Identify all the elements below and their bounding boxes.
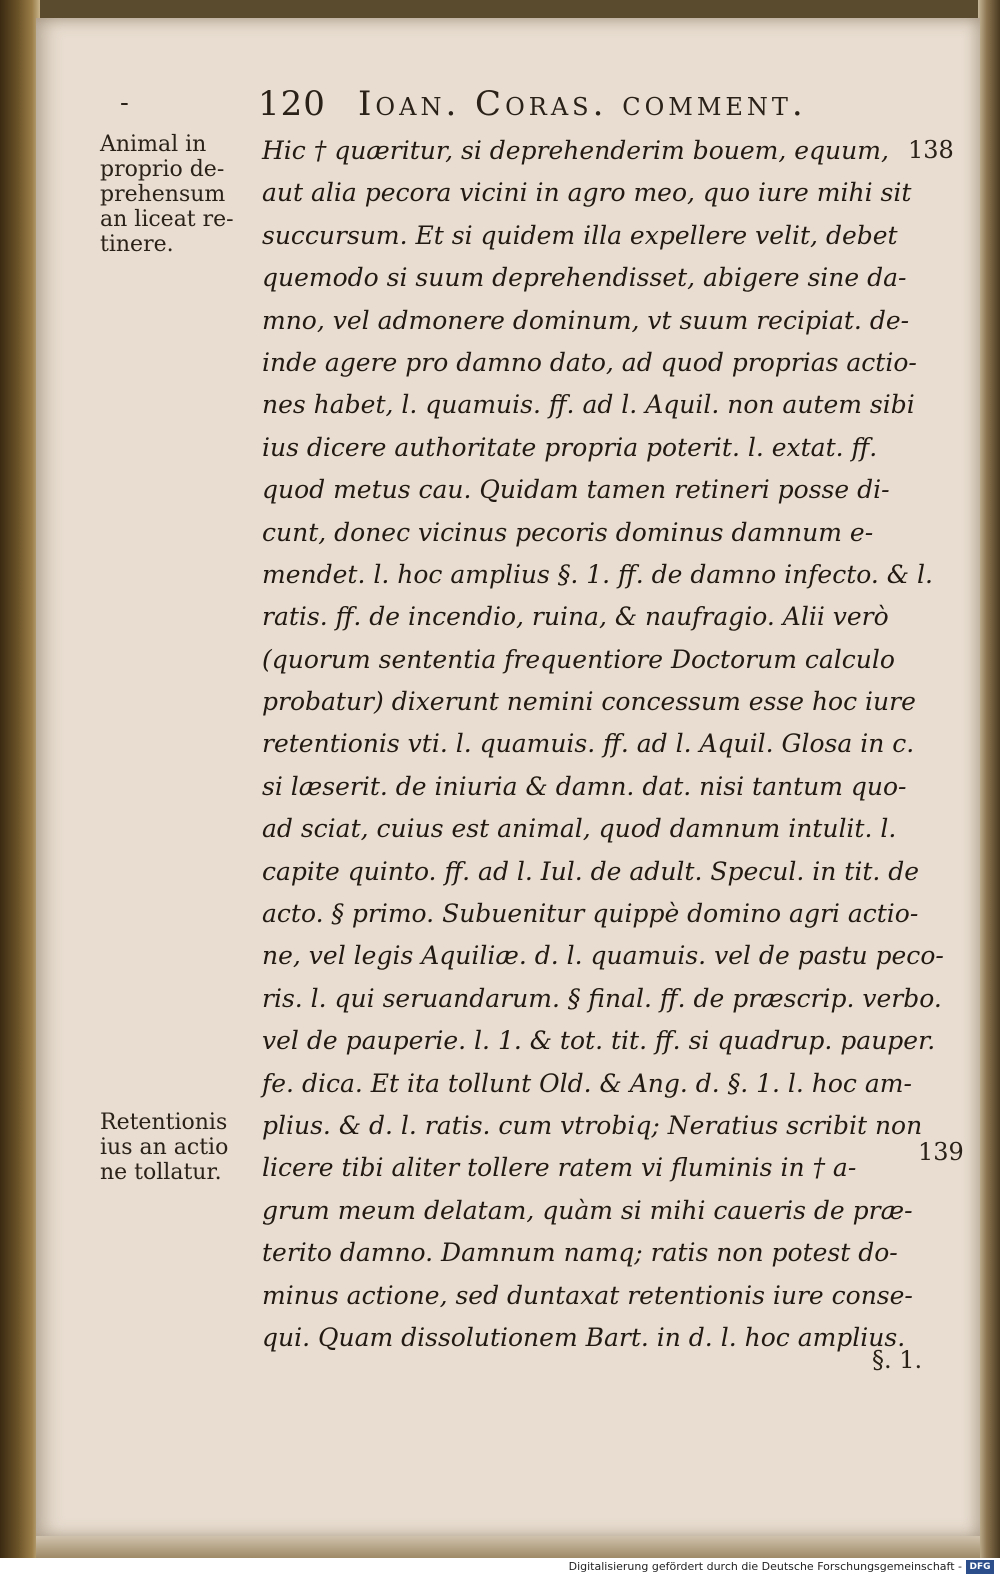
margin-note-animal <box>100 132 260 257</box>
margin-note-retentionis <box>100 1110 260 1185</box>
text-line: fe. dica. Et ita tollunt Old. & Ang. d. §. 1. l. hoc am- <box>262 1068 912 1098</box>
text-line: mendet. l. hoc amplius §. 1. ff. de damno infecto. & l. <box>262 559 933 589</box>
running-title: Ioan. Coras. comment. <box>358 84 807 124</box>
dfg-logo[interactable]: DFG <box>966 1560 994 1574</box>
margin-note-line: ius an actio <box>100 1135 229 1160</box>
text-line: succursum. Et si quidem illa expellere velit, debet <box>262 220 898 250</box>
text-line: grum meum delatam, quàm si mihi caueris de præ- <box>262 1195 913 1225</box>
header-dash: - <box>120 88 129 118</box>
margin-note-line: Retentionis <box>100 1110 228 1135</box>
footer-bar <box>0 1558 1000 1577</box>
text-line: retentionis vti. l. quamuis. ff. ad l. Aquil. Glosa in c. <box>262 729 915 759</box>
text-line: capite quinto. ff. ad l. Iul. de adult. Specul. in tit. de <box>262 856 920 886</box>
text-line: plius. & d. l. ratis. cum vtrobiq; Neratius scribit non <box>262 1110 923 1140</box>
text-line: quemodo si suum deprehendisset, abigere sine da- <box>262 263 907 293</box>
text-line: si læserit. de iniuria & damn. dat. nisi tantum quo- <box>262 771 907 801</box>
text-line: qui. Quam dissolutionem Bart. in d. l. hoc amplius. <box>262 1322 906 1352</box>
running-head <box>108 84 948 128</box>
text-line: terito damno. Damnum namq; ratis non potest do- <box>262 1238 898 1268</box>
margin-note-line: proprio de- <box>100 157 225 182</box>
text-line: ratis. ff. de incendio, ruina, & naufragio. Alii verò <box>262 602 889 632</box>
text-line: ius dicere authoritate propria poterit. l. extat. ff. <box>262 432 878 462</box>
text-line: (quorum sententia frequentiore Doctorum calculo <box>262 644 895 674</box>
text-line: inde agere pro damno dato, ad quod proprias actio- <box>262 347 917 377</box>
text-line: minus actione, sed duntaxat retentionis iure conse- <box>262 1280 913 1310</box>
book-binding-right <box>978 0 1000 1558</box>
margin-note-line: tinere. <box>100 232 174 257</box>
margin-note-line: Animal in <box>100 132 207 157</box>
text-line: quod metus cau. Quidam tamen retineri posse di- <box>262 475 890 505</box>
margin-note-line: ne tollatur. <box>100 1160 222 1185</box>
margin-note-line: prehensum <box>100 182 226 207</box>
text-line: Hic † quæritur, si deprehenderim bouem, equum, <box>262 136 889 165</box>
page-edge <box>36 1536 980 1558</box>
text-line: acto. § primo. Subuenitur quippè domino agri actio- <box>262 899 919 929</box>
footer-credit: Digitalisierung gefördert durch die Deutsche Forschungsgemeinschaft - <box>568 1560 962 1573</box>
text-line: ne, vel legis Aquiliæ. d. l. quamuis. vel de pastu peco- <box>262 941 944 971</box>
text-line: cunt, donec vicinus pecoris dominus damnum e- <box>262 517 874 547</box>
line-number-138: 138 <box>908 136 954 164</box>
book-binding-left <box>0 0 40 1558</box>
catchword: §. 1. <box>872 1346 923 1374</box>
text-line: licere tibi aliter tollere ratem vi fluminis in † a- <box>262 1153 857 1183</box>
page-number: 120 <box>258 84 326 124</box>
text-line: probatur) dixerunt nemini concessum esse hoc iure <box>262 687 916 717</box>
text-line: ris. l. qui seruandarum. § final. ff. de præscrip. verbo. <box>262 983 942 1013</box>
text-line: ad sciat, cuius est animal, quod damnum intulit. l. <box>262 814 897 844</box>
text-line: nes habet, l. quamuis. ff. ad l. Aquil. non autem sibi <box>262 390 915 420</box>
text-line: mno, vel admonere dominum, vt suum recipiat. de- <box>262 305 910 335</box>
line-number-139: 139 <box>918 1138 964 1166</box>
text-line: vel de pauperie. l. 1. & tot. tit. ff. si quadrup. pauper. <box>262 1026 936 1056</box>
text-line: aut alia pecora vicini in agro meo, quo iure mihi sit <box>262 178 912 208</box>
margin-note-line: an liceat re- <box>100 207 234 232</box>
